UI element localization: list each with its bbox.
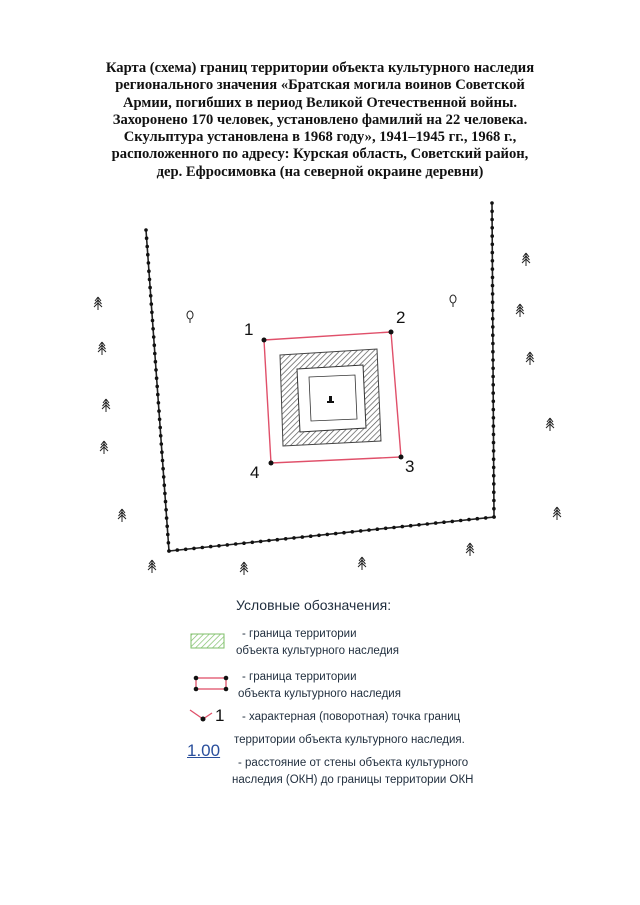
fence-post xyxy=(492,416,496,420)
title-line: расположенного по адресу: Курская область, Советский район, xyxy=(111,146,529,163)
fence-post xyxy=(167,541,171,545)
fence-post xyxy=(490,201,494,205)
fence-post xyxy=(490,226,494,230)
fence-post xyxy=(165,525,169,529)
fence-post xyxy=(192,547,196,551)
monument-inner xyxy=(309,375,357,421)
fence-post xyxy=(491,243,495,247)
fence-post xyxy=(491,251,495,255)
legend-line: объекта культурного наследия xyxy=(238,688,401,700)
conifer-tree-icon xyxy=(118,509,126,522)
fence-post xyxy=(151,327,155,331)
fence-post xyxy=(491,375,495,379)
fence-post xyxy=(154,360,158,364)
fence-post xyxy=(492,449,496,453)
distance-sample: 1.00 xyxy=(187,741,221,760)
fence-post xyxy=(149,294,153,298)
conifer-tree-icon xyxy=(516,304,524,317)
fence-post xyxy=(164,508,168,512)
fence-post xyxy=(491,300,495,304)
turning-point-swatch xyxy=(190,710,212,722)
fence-post xyxy=(251,541,255,545)
fence-post xyxy=(409,524,413,528)
red-boundary-swatch xyxy=(194,676,229,692)
conifer-tree-icon xyxy=(148,560,156,573)
fence-post xyxy=(317,534,321,538)
heritage-territory xyxy=(244,308,414,482)
fence-post xyxy=(492,515,496,519)
fence-post xyxy=(484,516,488,520)
conifer-tree-icon xyxy=(553,507,561,520)
legend-line: территории объекта культурного наследия. xyxy=(234,734,465,746)
legend-item-turning-point xyxy=(234,709,465,749)
fence-post xyxy=(376,527,380,531)
legend-line: - расстояние от стены объекта культурного xyxy=(238,757,469,769)
legend-line: наследия (ОКН) до границы территории ОКН xyxy=(232,774,474,786)
fence-post xyxy=(160,442,164,446)
fence-post xyxy=(492,507,496,511)
fence-post xyxy=(150,302,154,306)
legend-item-boundary xyxy=(238,669,401,703)
fence-post xyxy=(491,267,495,271)
turning-point-1 xyxy=(262,338,267,343)
fence-post xyxy=(442,520,446,524)
fence-post xyxy=(491,284,495,288)
fence-post xyxy=(392,526,396,530)
fence-post xyxy=(164,500,168,504)
fence-post xyxy=(167,549,171,553)
fence-post xyxy=(163,492,167,496)
fence-post xyxy=(490,218,494,222)
point-label-2: 2 xyxy=(396,308,406,327)
fence-post xyxy=(147,261,151,265)
legend-title: Условные обозначения: xyxy=(236,597,392,613)
point-label-3: 3 xyxy=(405,457,415,476)
conifer-tree-icon xyxy=(100,441,108,454)
title-line: Скульптура установлена в 1968 году», 1941–1945 гг., 1968 г., xyxy=(123,129,517,146)
fence-post xyxy=(491,317,495,321)
fence-post xyxy=(492,441,496,445)
fence-post xyxy=(492,433,496,437)
legend-line: - граница территории xyxy=(242,628,357,640)
fence-post xyxy=(491,276,495,280)
fence-post xyxy=(491,350,495,354)
fence-post xyxy=(426,522,430,526)
fence-post xyxy=(359,529,363,533)
fence-post xyxy=(165,516,169,520)
deciduous-tree-icon xyxy=(187,311,193,323)
fence-post xyxy=(467,518,471,522)
fence-post xyxy=(351,530,355,534)
conifer-tree-icon xyxy=(240,562,248,575)
fence-post xyxy=(152,335,156,339)
fence-post xyxy=(145,245,149,249)
conifer-tree-icon xyxy=(358,557,366,570)
fence-post xyxy=(145,236,149,240)
conifer-tree-icon xyxy=(466,543,474,556)
conifer-tree-icon xyxy=(546,418,554,431)
fence-post xyxy=(492,474,496,478)
fence-post xyxy=(150,311,154,315)
fence-post xyxy=(367,528,371,532)
fence-post xyxy=(259,540,263,544)
fence-post xyxy=(160,450,164,454)
fence-post xyxy=(491,292,495,296)
title-line: Карта (схема) границ территории объекта культурного наследия xyxy=(105,60,535,76)
fence-post xyxy=(342,531,346,535)
conifer-tree-icon xyxy=(522,253,530,266)
legend-line: - характерная (поворотная) точка границ xyxy=(242,711,461,723)
conifer-tree-icon xyxy=(102,399,110,412)
fence-post xyxy=(148,278,152,282)
fence-post xyxy=(157,401,161,405)
fence-post xyxy=(284,537,288,541)
fence-post xyxy=(492,466,496,470)
fence-post xyxy=(334,532,338,536)
fence-post xyxy=(491,383,495,387)
fence-post xyxy=(157,409,161,413)
fence-post xyxy=(154,368,158,372)
fence-post xyxy=(492,400,496,404)
fence-post xyxy=(217,544,221,548)
conifer-tree-icon xyxy=(526,352,534,365)
fence-post xyxy=(161,467,165,471)
fence-post xyxy=(276,538,280,542)
fence-post xyxy=(163,483,167,487)
point-label-1: 1 xyxy=(244,320,254,339)
fence-post xyxy=(490,210,494,214)
fence-post xyxy=(156,393,160,397)
fence-post xyxy=(155,385,159,389)
title-line: Армии, погибших в период Великой Отечественной войны. xyxy=(122,94,518,111)
fence-post xyxy=(476,517,480,521)
fence-post xyxy=(159,434,163,438)
fence-post xyxy=(161,459,165,463)
legend-line: объекта культурного наследия xyxy=(236,645,399,657)
turning-point-4 xyxy=(269,461,274,466)
fence-post xyxy=(146,253,150,257)
hatched-area-swatch xyxy=(191,634,224,648)
title-line: Захоронено 170 человек, установлено фамилий на 22 человека. xyxy=(112,111,528,128)
fence-post xyxy=(492,490,496,494)
fence-post xyxy=(492,408,496,412)
legend-item-distance xyxy=(232,755,474,789)
legend-line: - граница территории xyxy=(242,671,357,683)
fence-post xyxy=(166,533,170,537)
fence-post xyxy=(242,541,246,545)
fence-post xyxy=(158,418,162,422)
fence-post xyxy=(184,548,188,552)
fence-post xyxy=(155,376,159,380)
fence-post xyxy=(491,309,495,313)
fence-post xyxy=(490,234,494,238)
fence-post xyxy=(267,539,271,543)
fence-post xyxy=(459,519,463,523)
legend-point-label: 1 xyxy=(215,706,225,725)
fence-post xyxy=(384,527,388,531)
fence-post xyxy=(301,535,305,539)
turning-point-3 xyxy=(399,455,404,460)
fence-post xyxy=(201,546,205,550)
fence-post xyxy=(234,542,238,546)
fence-post xyxy=(491,358,495,362)
fence-post xyxy=(148,286,152,290)
fence-post xyxy=(153,343,157,347)
fence-post xyxy=(491,333,495,337)
fence-post xyxy=(309,534,313,538)
conifer-tree-icon xyxy=(98,342,106,355)
fence-post xyxy=(158,426,162,430)
fence-post xyxy=(491,325,495,329)
fence-post xyxy=(491,367,495,371)
conifer-tree-icon xyxy=(94,297,102,310)
fence-post xyxy=(492,482,496,486)
fence-post xyxy=(144,228,148,232)
fence-post xyxy=(492,499,496,503)
fence-post xyxy=(417,523,421,527)
fence-post xyxy=(492,457,496,461)
fence-post xyxy=(491,391,495,395)
fence-post xyxy=(326,533,330,537)
fence-post xyxy=(209,545,213,549)
fence-post xyxy=(491,259,495,263)
turning-point-2 xyxy=(389,330,394,335)
fence-post xyxy=(451,520,455,524)
fence-post xyxy=(434,521,438,525)
fence-post xyxy=(401,525,405,529)
title-line: дер. Ефросимовка (на северной окраине деревни) xyxy=(156,163,484,180)
fence-post xyxy=(492,424,496,428)
deciduous-tree-icon xyxy=(450,295,456,307)
fence-post xyxy=(292,536,296,540)
fence-post xyxy=(226,543,230,547)
fence-post xyxy=(153,352,157,356)
fence-post xyxy=(151,319,155,323)
fence-post xyxy=(176,548,180,552)
legend-item-hatched xyxy=(236,626,399,660)
point-label-4: 4 xyxy=(250,463,260,482)
title-line: регионального значения «Братская могила воинов Советской xyxy=(115,77,525,94)
fence-post xyxy=(491,342,495,346)
fence-post xyxy=(147,269,151,273)
fence-post xyxy=(162,475,166,479)
